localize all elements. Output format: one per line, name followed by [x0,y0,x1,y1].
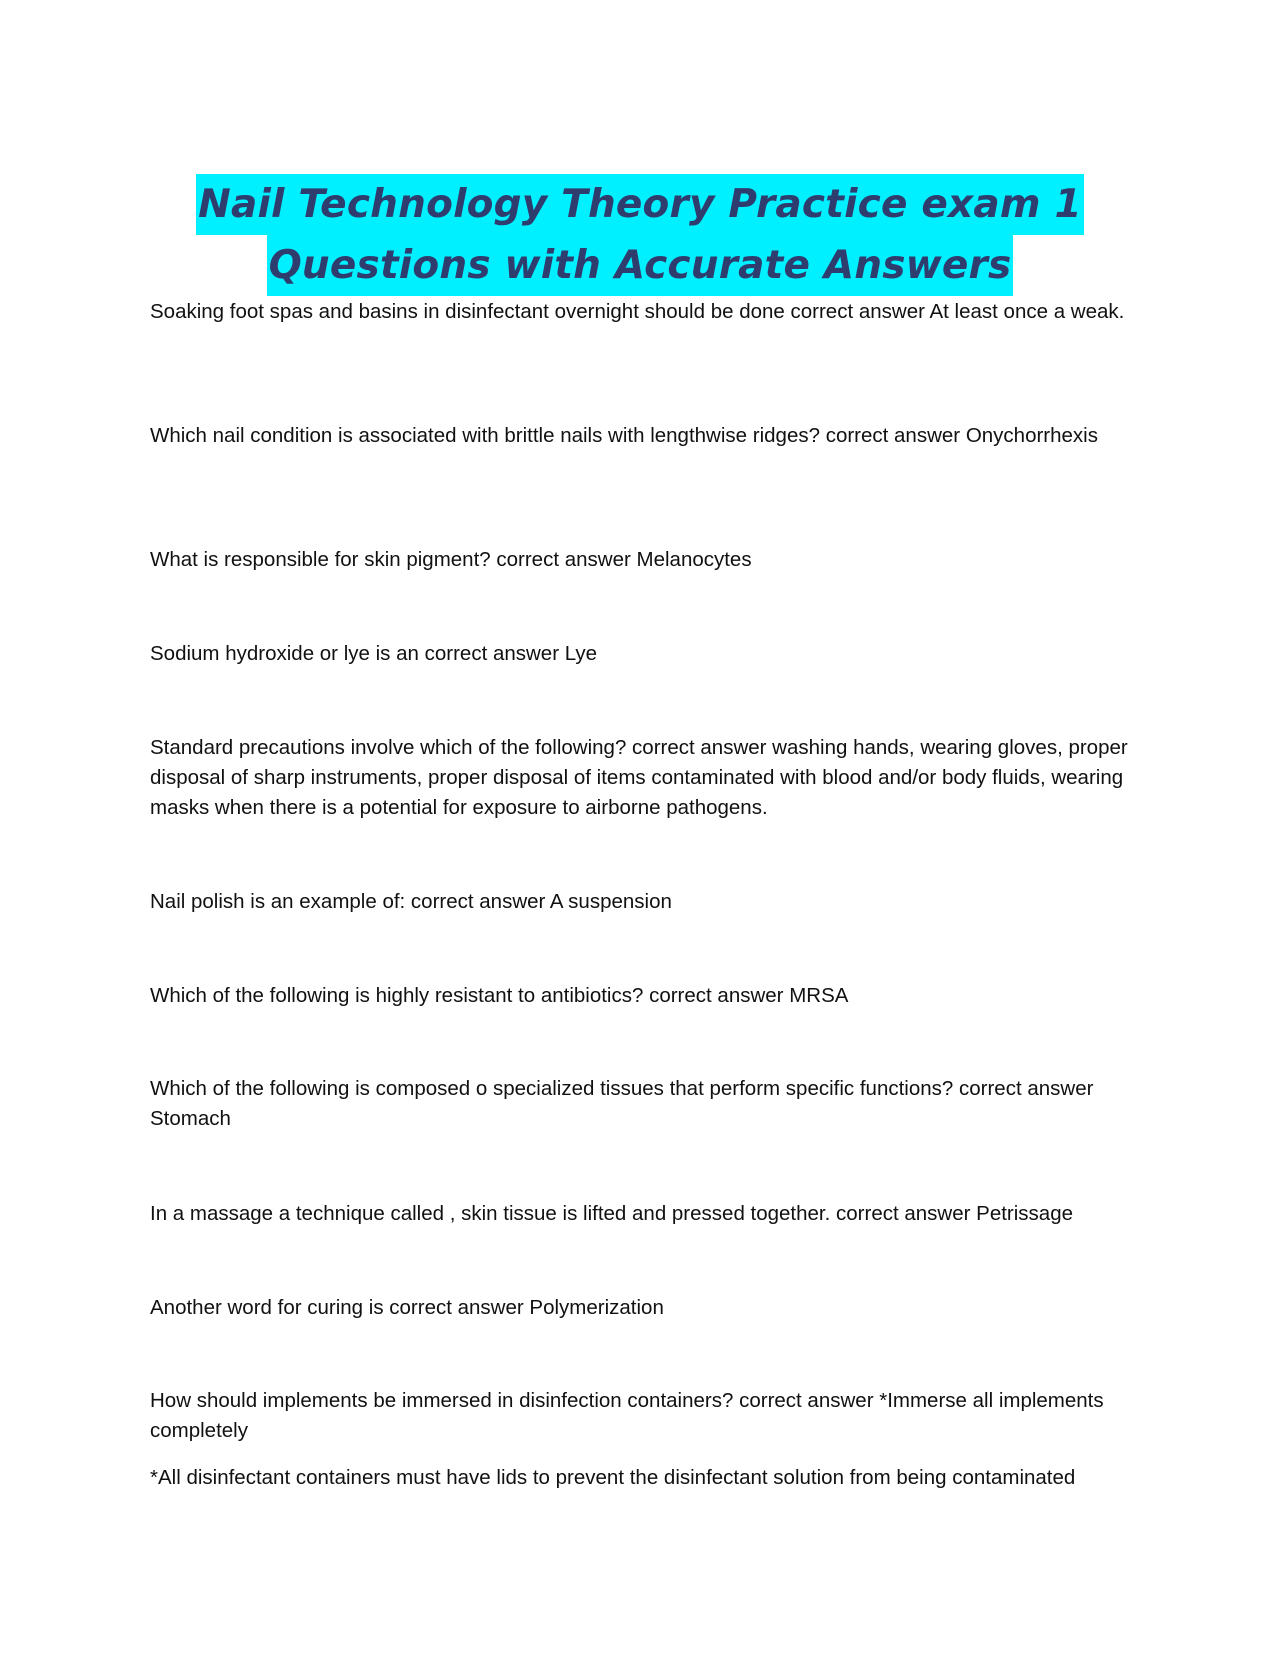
title-line-1: Nail Technology Theory Practice exam 1 [196,174,1084,235]
qa-item-3: What is responsible for skin pigment? correct answer Melanocytes [150,548,752,571]
qa-item-11: How should implements be immersed in disinfection containers? correct answer *Immerse all implements completely [150,1389,1104,1442]
document-title [120,174,1160,296]
qa-item-1: Soaking foot spas and basins in disinfectant overnight should be done correct answer At least once a weak. [150,300,1125,323]
qa-item-2: Which nail condition is associated with brittle nails with lengthwise ridges? correct answer Onychorrhexis [150,424,1098,447]
qa-item-9: In a massage a technique called , skin tissue is lifted and pressed together. correct answer Petrissage [150,1202,1074,1225]
qa-item-5: Standard precautions involve which of the following? correct answer washing hands, wearing gloves, proper disposal of sharp instruments, proper disposal of items contaminated with blood and/or body fluids, wearing masks when there is a potential for exposure to airborne pathogens. [150,736,1128,819]
qa-item-10: Another word for curing is correct answer Polymerization [150,1296,664,1319]
qa-item-8: Which of the following is composed o specialized tissues that perform specific functions? correct answer Stomach [150,1077,1094,1130]
qa-item-6: Nail polish is an example of: correct answer A suspension [150,890,672,913]
title-line-2: Questions with Accurate Answers [267,235,1014,296]
qa-item-4: Sodium hydroxide or lye is an correct answer Lye [150,642,598,665]
qa-item-12: *All disinfectant containers must have lids to prevent the disinfectant solution from being contaminated [150,1466,1076,1489]
qa-item-7: Which of the following is highly resistant to antibiotics? correct answer MRSA [150,984,849,1007]
